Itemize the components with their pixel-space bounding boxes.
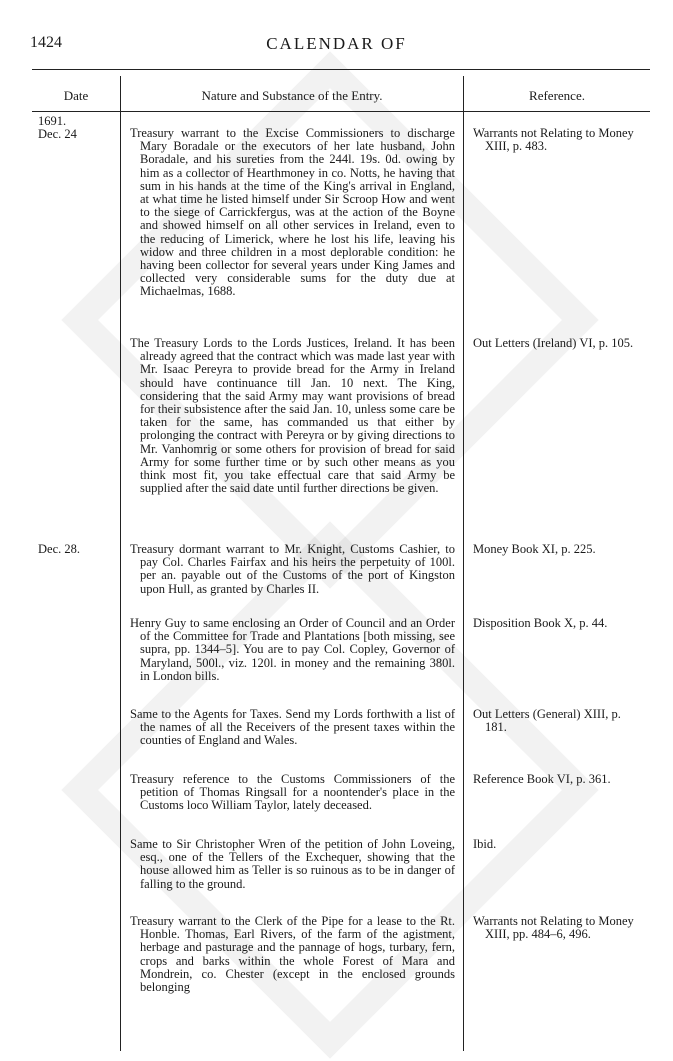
entry-reference: Warrants not Relating to Money XIII, pp. 484–6, 496. xyxy=(473,914,634,942)
entry-date xyxy=(38,115,116,141)
entry-text: Same to the Agents for Taxes. Send my Lords forthwith a list of the names of all the Receivers of the present taxes within the counties of England and Wales. xyxy=(130,707,455,748)
entry-reference: Disposition Book X, p. 44. xyxy=(473,616,608,630)
entry-reference: Out Letters (General) XIII, p. 181. xyxy=(473,707,621,735)
header-rule-top xyxy=(32,69,650,70)
entry-text: The Treasury Lords to the Lords Justices, Ireland. It has been already agreed that the contract which was made last year with Mr. Isaac Pereyra to provide bread for the Army in Ireland should have continuance till Jan. 10 next. The King, considering that the said Army may want provisions of bread for their subsistence after the said Jan. 10, unless some care be taken for the same, has commanded us that either by prolonging the contract with Pereyra or by giving directions to Mr. Vanhomrig or some others for provision of bread for said Army for some further time or by such other means as you think most fit, you take effectual care that said Army be supplied after the said date until further directions be given. xyxy=(130,336,455,496)
column-divider-right xyxy=(463,76,464,1051)
entry-day: Dec. 24 xyxy=(38,127,77,141)
column-header-date: Date xyxy=(63,88,89,103)
column-divider-left xyxy=(120,76,121,1051)
entry-text: Treasury warrant to the Clerk of the Pipe for a lease to the Rt. Honble. Thomas, Earl Rivers, of the farm of the agistment, herbage and pasturage and the pannage of hogs, turbary, fern, crops and barks within the whole Forest of Mara and Mondrein, co. Chester (except in the enclosed grounds belonging xyxy=(130,914,455,995)
entry-reference: Warrants not Relating to Money XIII, p. 483. xyxy=(473,126,634,154)
header-rule-bottom xyxy=(32,111,650,112)
entry-text: Treasury warrant to the Excise Commissioners to discharge Mary Boradale or the executors of her late husband, John Boradale, and his sureties from the 244l. 19s. 0d. owing by him as a collector of Hearthmoney in co. Notts, he having that sum in his hands at the time of the King's arrival in England, at what time he listed himself under Sir Scroop How and went to the siege of Carrickfergus, was at the action of the Boyne and showed himself on all other services in Ireland, even to the reducing of Limerick, where he lost his life, leaving his widow and three children in a most deplorable condition: he having been collector for several years under King James and collected very considerable sums for the duty due at Michaelmas, 1688. xyxy=(130,126,455,299)
entry-text: Same to Sir Christopher Wren of the petition of John Loveing, esq., one of the Tellers of the Exchequer, showing that the house allowed him as Teller is so ruinous as to be in danger of falling to the ground. xyxy=(130,837,455,891)
entry-date xyxy=(38,543,116,556)
entry-text: Treasury dormant warrant to Mr. Knight, Customs Cashier, to pay Col. Charles Fairfax and his heirs the perpetuity of 100l. per an. payable out of the Customs of the port of Kingston upon Hull, as granted by Charles II. xyxy=(130,542,455,596)
page-number: 1424 xyxy=(30,34,62,51)
entry-text: Treasury reference to the Customs Commissioners of the petition of Thomas Ringsall for a noontender's place in the Customs loco William Taylor, lately deceased. xyxy=(130,772,455,813)
entry-reference: Money Book XI, p. 225. xyxy=(473,542,596,556)
running-head: CALENDAR OF xyxy=(266,34,407,53)
entry-text: Henry Guy to same enclosing an Order of Council and an Order of the Committee for Trade and Plantations [both missing, see supra, pp. 1344–5]. You are to pay Col. Copley, Governor of Maryland, 500l., viz. 120l. in money and the remaining 380l. in London bills. xyxy=(130,616,455,683)
entry-day: Dec. 28. xyxy=(38,542,80,556)
column-header-reference: Reference. xyxy=(529,88,585,103)
entry-year: 1691. xyxy=(38,114,67,128)
entry-reference: Reference Book VI, p. 361. xyxy=(473,772,611,786)
entry-reference: Out Letters (Ireland) VI, p. 105. xyxy=(473,336,634,350)
column-header-nature: Nature and Substance of the Entry. xyxy=(201,88,383,103)
entry-reference: Ibid. xyxy=(473,837,497,851)
